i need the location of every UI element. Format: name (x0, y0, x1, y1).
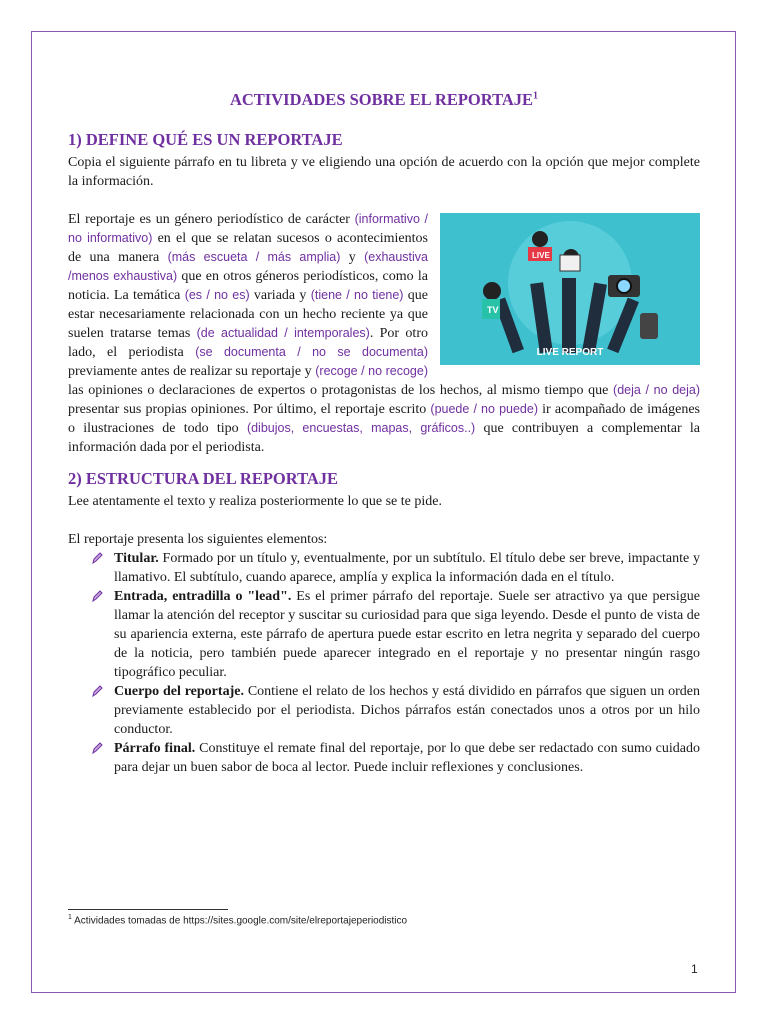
document-body (68, 90, 700, 777)
pencil-bullet-icon (90, 741, 104, 755)
section1-instruction: Copia el siguiente párrafo en tu libreta y ve eligiendo una opción de acuerdo con la opción que mejor complete la información. (68, 155, 700, 189)
section2-intro: El reportaje presenta los siguientes elementos: (68, 532, 328, 547)
tv-label: TV (487, 305, 499, 315)
elements-list (68, 549, 700, 777)
option-choice: (de actualidad / intemporales) (196, 326, 370, 340)
footnote: $^1$ Actividades tomadas de https://sites.google.com/site/elreportajeperiodistico (68, 914, 408, 927)
pencil-bullet-icon (90, 551, 104, 565)
list-item: Cuerpo del reportaje. Contiene el relato de los hechos y está dividido en párrafos que siguen un orden previamente establecido por el periodista. Dichos párrafos están conectados unos a otros por un hilo conductor. (90, 682, 700, 739)
section1-heading: 1) DEFINE QUÉ ES UN REPORTAJE (68, 130, 343, 149)
footnote-separator (68, 909, 228, 910)
live-report-label: LIVE REPORT (536, 347, 604, 358)
live-label: LIVE (532, 251, 550, 260)
list-item: Párrafo final. Constituye el remate final del reportaje, por lo que debe ser redactado con sumo cuidado para dejar un buen sabor de boca al lector. Puede incluir reflexiones y conclusiones. (90, 739, 700, 777)
document-title: ACTIVIDADES SOBRE EL REPORTAJE$^1$ (229, 90, 539, 109)
option-choice: (dibujos, encuestas, mapas, gráficos..) (246, 421, 476, 435)
option-choice: (deja / no deja) (613, 383, 700, 397)
option-choice: (informativo / no informativo) (68, 212, 428, 245)
list-item: Entrada, entradilla o "lead". Es el primer párrafo del reportaje. Suele ser atractivo ya que persigue llamar la atención del receptor y suscitar su curiosidad para que siga leyendo. Desde el punto de vista de su apariencia externa, este párrafo de apertura puede estar escrito en letra negrita y separado del cuerpo de la noticia, pero también puede aparecer integrado en el reportaje y no presentar ningún rasgo tipográfico peculiar. (90, 587, 700, 682)
section2-instruction: Lee atentamente el texto y realiza posteriormente lo que se te pide. (68, 494, 442, 509)
option-choice: (se documenta / no se documenta) (195, 345, 428, 359)
option-choice: (tiene / no tiene) (310, 288, 404, 302)
option-choice: (puede / no puede) (430, 402, 539, 416)
option-choice: (exhaustiva /menos exhaustiva) (68, 250, 429, 283)
pencil-bullet-icon (90, 684, 104, 698)
section2-heading: 2) ESTRUCTURA DEL REPORTAJE (68, 469, 339, 488)
option-choice: (más escueta / más amplia) (167, 250, 341, 264)
live-report-illustration (440, 213, 700, 365)
page-number: 1 (691, 962, 698, 976)
section1-paragraph: El reportaje es un género periodístico de carácter (informativo / no informativo) en el que se relatan sucesos o acontecimientos de una manera (más escueta / más amplia) y (exhaustiva /menos exhaustiva) que en otros géneros periodísticos, como la noticia. La temática (es / no es) variada y (tiene / no tiene) que estar necesariamente relacionada con un hecho reciente ya que suelen tratarse temas (de actualidad / intemporales). Por otro lado, el periodista (se documenta / no se documenta) previamente antes de realizar su reportaje y (recoge / no recoge) las opiniones o declaraciones de expertos o protagonistas de los hechos, al mismo tiempo que (deja / no deja) presentar sus propias opiniones. Por último, el reportaje escrito (puede / no puede) ir acompañado de imágenes o ilustraciones de todo tipo (dibujos, encuestas, mapas, gráficos..) que contribuyen a complementar la información dada por el periodista. (68, 212, 701, 455)
footnote-ref: 1 (533, 90, 539, 102)
list-item: Titular. Formado por un título y, eventualmente, por un subtítulo. El título debe ser breve, impactante y llamativo. El subtítulo, cuando aparece, amplía y explica la información dada en el título. (90, 549, 700, 587)
option-choice: (es / no es) (184, 288, 250, 302)
pencil-bullet-icon (90, 589, 104, 603)
option-choice: (recoge / no recoge) (315, 364, 428, 378)
